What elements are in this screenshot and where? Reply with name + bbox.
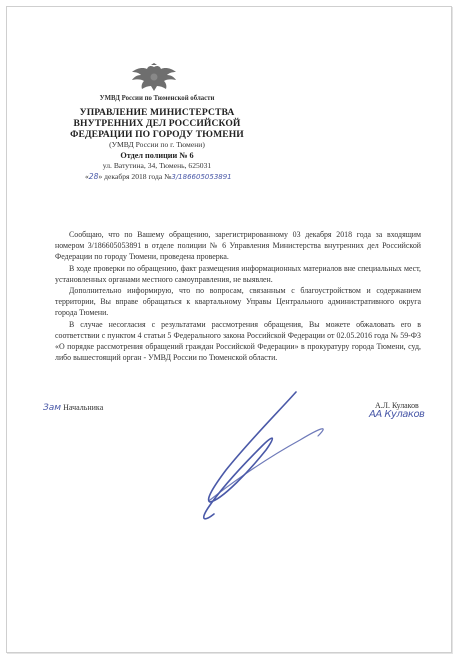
signatory-name: А.Л. Кулаков — [375, 401, 419, 410]
signatory-title-label: Начальника — [61, 403, 104, 412]
department-name: Отдел полиции № 6 — [120, 151, 194, 160]
signatory-title — [43, 403, 103, 413]
letterhead-title-line-1: УПРАВЛЕНИЕ МИНИСТЕРСТВА — [79, 107, 235, 118]
body-paragraph-4: В случае несогласия с результатами рассмотрения обращения, Вы можете обжаловать его в соответствии с пунктом 4 статьи 5 Федерального закона Российской Федерации от 02.05.2016 года № 59-ФЗ «О порядке рассмотрения обращений граждан Российской Федерации» в прокуратуру города Тюмени, суд, либо вышестоящий орган - УМВД России по Тюменской области. — [55, 319, 421, 363]
body-paragraph-2: В ходе проверки по обращению, факт размещения информационных материалов вне специальных мест, установленных органами местного самоуправления, не выявлен. — [55, 263, 421, 284]
date-rest: » декабря 2018 года № — [98, 172, 172, 181]
body-paragraph-3: Дополнительно информирую, что по вопросам, связанным с благоустройством и содержанием территории, Вы вправе обращаться к квартальному Управы Центрального административного округа города Тюмени. — [55, 286, 421, 318]
letter-body — [55, 229, 421, 363]
body-paragraph-1: Сообщаю, что по Вашему обращению, зарегистрированному 03 декабря 2018 года за входящим номером 3/186605053891 в отделе полиции № 6 Управления Министерства внутренних дел Российской Федерации по городу Тюмени, проведена проверка. — [55, 230, 421, 262]
date-day-handwritten: 28 — [88, 172, 99, 181]
signatory-title-handwritten: Зам — [43, 403, 62, 413]
date-line — [69, 171, 245, 183]
date-open-quote: « — [85, 172, 89, 181]
letterhead-title-line-2: ВНУТРЕННИХ ДЕЛ РОССИЙСКОЙ — [73, 118, 241, 129]
letterhead — [69, 107, 245, 183]
letterhead-title-line-3: ФЕДЕРАЦИИ ПО ГОРОДУ ТЮМЕНИ — [70, 129, 244, 140]
eagle-emblem-icon — [129, 63, 179, 93]
department-address: ул. Ватутина, 34, Тюмень, 625031 — [102, 161, 212, 170]
letterhead-abbreviation: (УМВД России по г. Тюмени) — [109, 140, 205, 149]
organization-name: УМВД России по Тюменской области — [99, 95, 215, 102]
reg-number-handwritten: 3/186605053891 — [171, 173, 232, 181]
document-page — [6, 6, 452, 653]
signatory-handwritten-name: АА Кулаков — [369, 409, 425, 420]
